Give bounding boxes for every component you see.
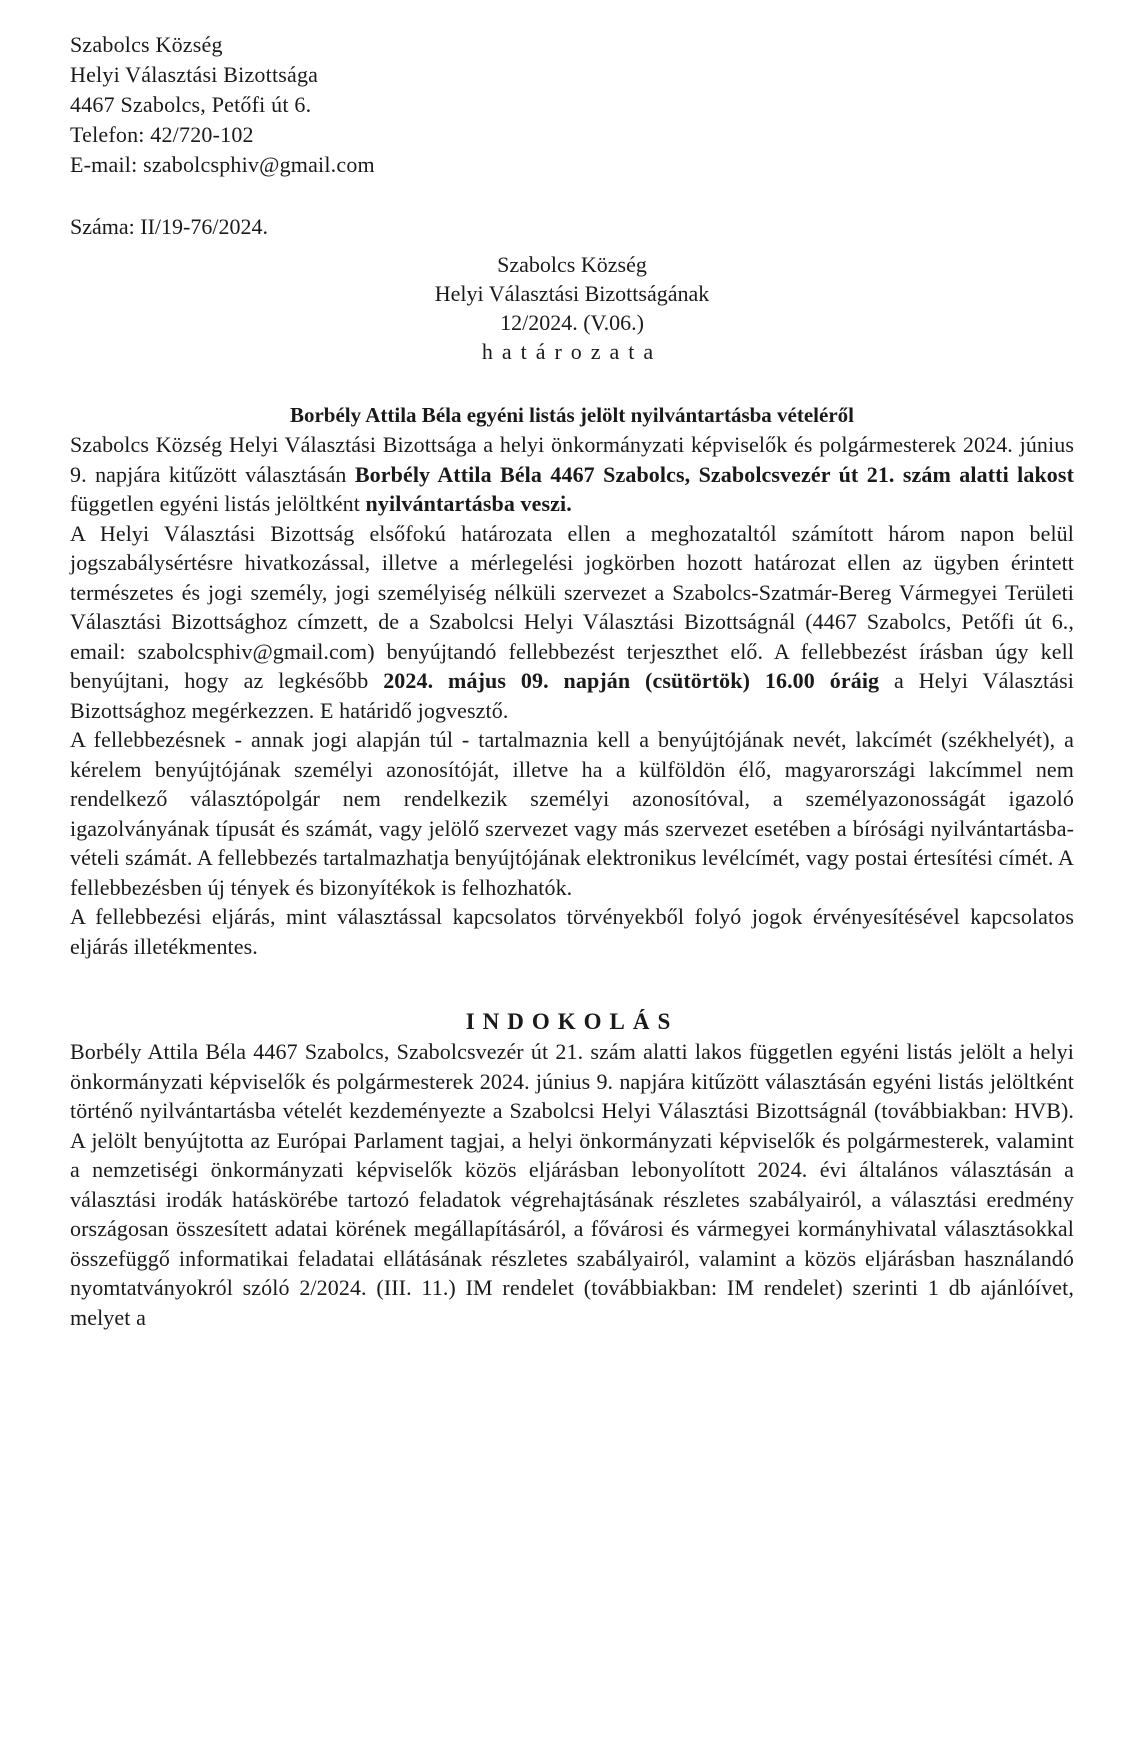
- document-page: [70, 30, 1074, 1332]
- appeal-text-1: A Helyi Választási Bizottság elsőfokú határozata ellen a meghozataltól számított három napon belül jogszabálysértésre hivatkozással, illetve a mérlegelési jogkörben hozott határozat ellen az ügyben érintett természetes és jogi személy, jogi személyiség nélküli szervezet a Szabolcs-Szatmár-Bereg Vármegyei Területi Választási Bizottsághoz címzett, de a Szabolcsi Helyi Választási Bizottságnál (4467 Szabolcs, Petőfi út 6., email: szabolcsphiv@gmail.com) benyújtandó fellebbezést terjeszthet elő. A fellebbezést írásban úgy kell benyújtani, hogy az legkésőbb: [70, 520, 1074, 693]
- reference-number: Száma: II/19-76/2024.: [70, 214, 268, 239]
- decision-text-1: Szabolcs Község Helyi Választási Bizottsága a helyi önkormányzati képviselők és polgármesterek 2024. június 9. napjára kitűzött választásán: [70, 432, 1074, 487]
- decision-bold-2: nyilvántartásba veszi.: [365, 491, 572, 516]
- letterhead-phone: Telefon: 42/720-102: [70, 122, 254, 147]
- letterhead-organization: Szabolcs Község: [70, 32, 223, 57]
- letterhead: [70, 30, 1074, 180]
- title-number: 12/2024. (V.06.): [500, 310, 644, 335]
- appeal-paragraph: [70, 519, 1074, 726]
- appeal-deadline: 2024. május 09. napján (csütörtök) 16.00 óráig: [383, 668, 880, 693]
- justification-paragraph: Borbély Attila Béla 4467 Szabolcs, Szabolcsvezér út 21. szám alatti lakos független egyéni listás jelölt a helyi önkormányzati képviselők és polgármesterek 2024. június 9. napjára kitűzött választásán egyéni listás jelöltként történő nyilvántartásba vételét kezdeményezte a Szabolcsi Helyi Választási Bizottságnál (továbbiakban: HVB). A jelölt benyújtotta az Európai Parlament tagjai, a helyi önkormányzati képviselők és polgármesterek, valamint a nemzetiségi önkormányzati képviselők közös eljárásban lebonyolított 2024. évi általános választásán a választási irodák hatáskörébe tartozó feladatok végrehajtásának részletes szabályairól, a választási eredmény országosan összesített adatai körének megállapításáról, a fővárosi és vármegyei kormányhivatal választásokkal összefüggő informatikai feladatai ellátásának részletes szabályairól, valamint a közös eljárásban használandó nyomtatványokról szóló 2/2024. (III. 11.) IM rendelet (továbbiakban: IM rendelet) szerinti 1 db ajánlóívet, melyet a: [70, 1039, 1074, 1330]
- decision-paragraph: [70, 430, 1074, 519]
- justification-heading: INDOKOLÁS: [465, 1009, 679, 1034]
- appeal-content-paragraph: A fellebbezésnek - annak jogi alapján túl - tartalmaznia kell a benyújtójának nevét, lakcímét (székhelyét), a kérelem benyújtójának személyi azonosítóját, illetve ha a külföldön élő, magyarországi lakcímmel nem rendelkező választópolgár nem rendelkezik személyi azonosítóval, a személyazonosságát igazoló igazolványának típusát és számát, vagy jelölő szervezet vagy más szervezet esetében a bírósági nyilvántartásba-vételi számát. A fellebbezés tartalmazhatja benyújtójának elektronikus levélcímét, vagy postai értesítési címét. A fellebbezésben új tények és bizonyítékok is felhozhatók.: [70, 727, 1074, 900]
- letterhead-email: E-mail: szabolcsphiv@gmail.com: [70, 152, 375, 177]
- decision-bold-1: Borbély Attila Béla 4467 Szabolcs, Szabolcsvezér út 21. szám alatti lakost: [354, 461, 1074, 487]
- title-word: határozata: [481, 339, 663, 364]
- decision-text-2: független egyéni listás jelöltként: [70, 491, 366, 516]
- title-organization: Szabolcs Község: [497, 252, 647, 277]
- resolution-subject: Borbély Attila Béla egyéni listás jelölt nyilvántartásba vételéről: [289, 403, 854, 427]
- resolution-title: [70, 250, 1074, 366]
- title-committee: Helyi Választási Bizottságának: [434, 281, 710, 306]
- letterhead-committee: Helyi Választási Bizottsága: [70, 62, 319, 87]
- fee-paragraph: A fellebbezési eljárás, mint választással kapcsolatos törvényekből folyó jogok érvényesítésével kapcsolatos eljárás illetékmentes.: [70, 904, 1074, 959]
- letterhead-address: 4467 Szabolcs, Petőfi út 6.: [70, 92, 312, 117]
- appeal-text-2: a Helyi Választási Bizottsághoz megérkezzen. E határidő jogvesztő.: [70, 668, 1074, 723]
